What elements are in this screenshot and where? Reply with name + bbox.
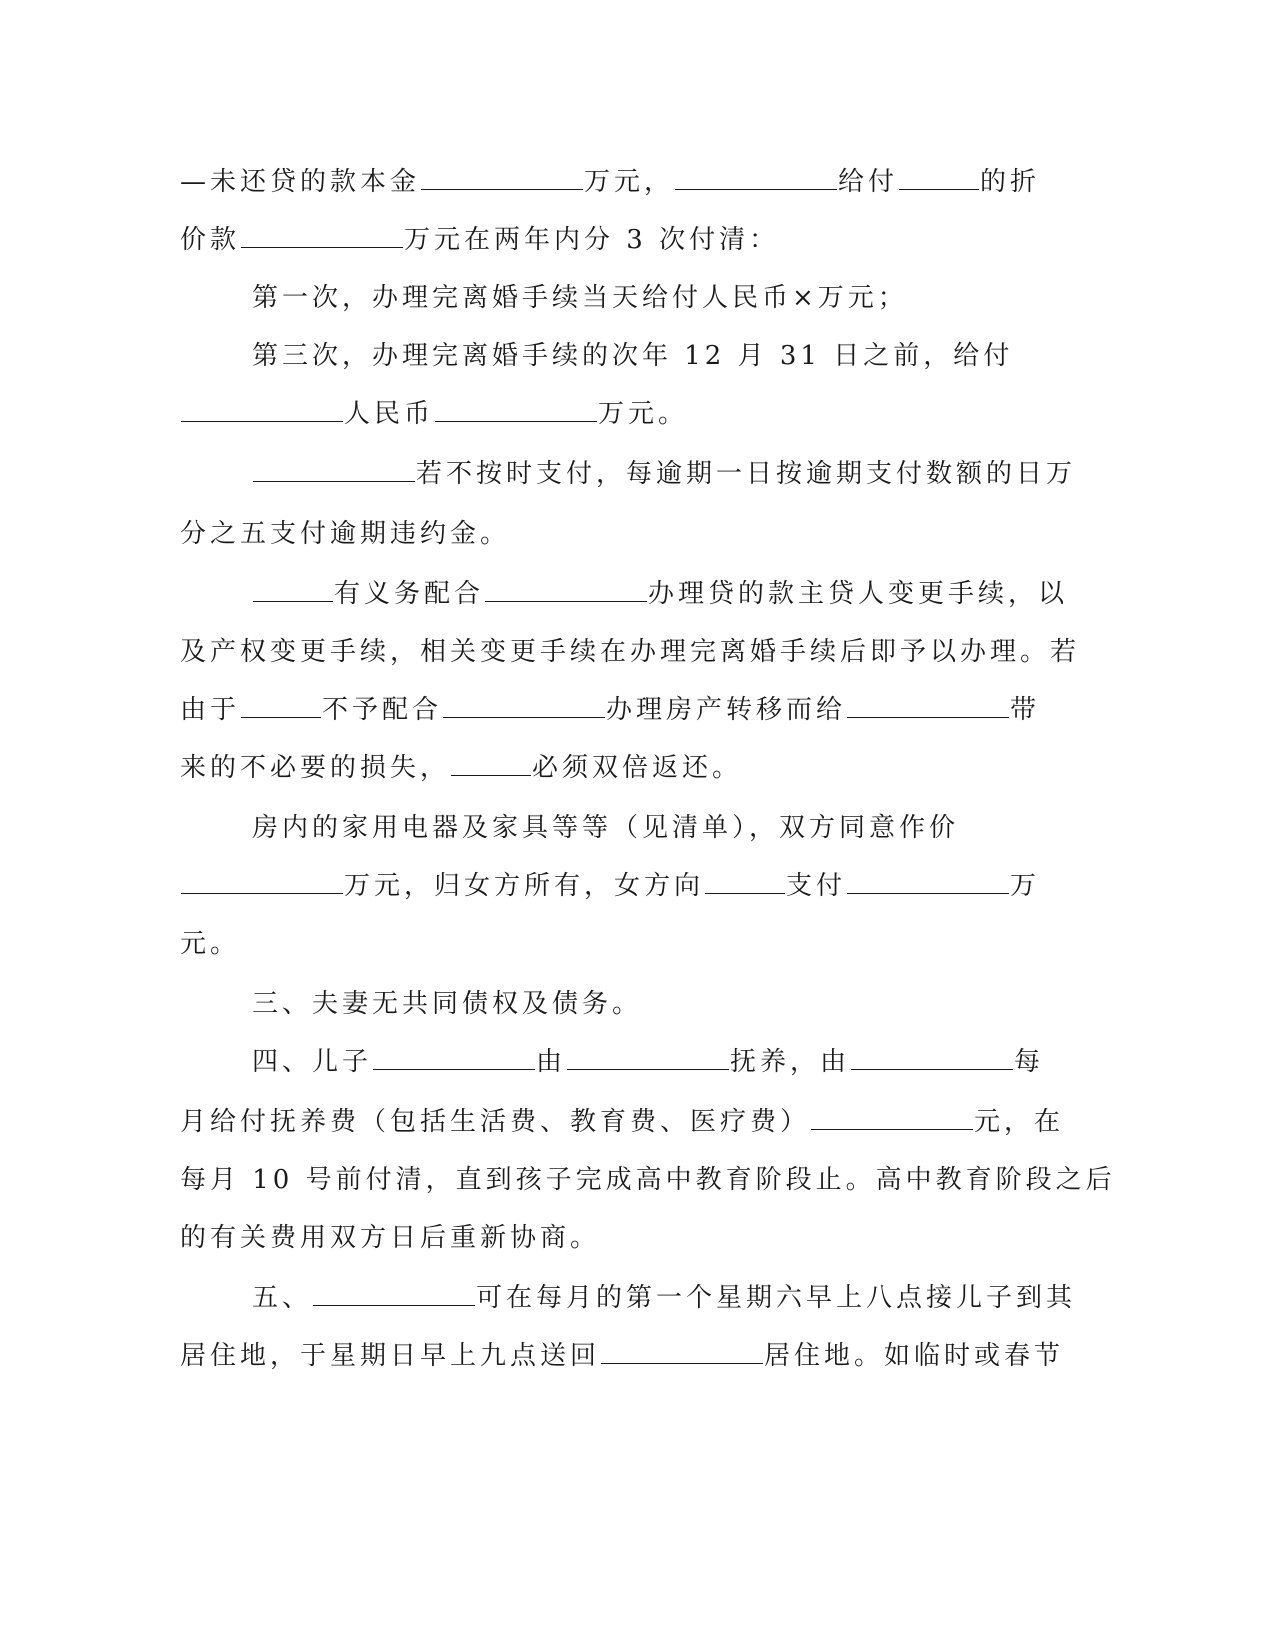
fill-blank (253, 457, 415, 482)
text-line-5 (180, 396, 688, 432)
text-segment: 万元， (584, 167, 675, 197)
text-segment: 元，在 (974, 1107, 1065, 1137)
text-line-6 (252, 456, 1076, 492)
fill-blank (601, 1339, 763, 1364)
text-segment: 万元，归女方所有，女方向 (344, 871, 705, 901)
text-segment: 月给付抚养费（包括生活费、教育费、医疗费） (180, 1107, 811, 1137)
text-segment: 带 (1010, 695, 1041, 725)
text-segment: 万元。 (598, 399, 689, 429)
fill-blank (851, 1045, 1013, 1070)
text-segment: 三、夫妻无共同债权及债务。 (252, 989, 643, 1019)
text-segment: 房内的家用电器及家具等等（见清单），双方同意作价 (252, 813, 960, 843)
text-line-7 (180, 516, 510, 552)
fill-blank (443, 693, 605, 718)
text-segment: 的有关费用双方日后重新协商。 (180, 1223, 601, 1253)
text-segment: 四、儿子 (252, 1047, 373, 1077)
text-line-11 (180, 750, 742, 786)
fill-blank (451, 751, 531, 776)
text-line-20 (252, 1280, 1076, 1316)
fill-blank (485, 577, 647, 602)
text-line-17 (180, 1104, 1064, 1140)
text-line-19 (180, 1220, 600, 1256)
text-line-13 (180, 868, 1040, 904)
text-segment: 可在每月的第一个星期六早上八点接儿子到其 (476, 1283, 1077, 1313)
fill-blank (847, 693, 1009, 718)
text-line-14 (180, 926, 240, 962)
text-line-8 (252, 576, 1068, 612)
text-segment: 第一次，办理完离婚手续当天给付人民币×万元； (252, 283, 908, 313)
text-line-18 (180, 1162, 1116, 1198)
fill-blank (181, 869, 343, 894)
text-segment: 五、 (252, 1283, 313, 1313)
text-segment: 抚养，由 (730, 1047, 851, 1077)
text-segment: 及产权变更手续，相关变更手续在办理完离婚手续后即予以办理。若 (180, 637, 1081, 667)
text-segment: 分之五支付逾期违约金。 (180, 519, 511, 549)
text-segment: 办理房产转移而给 (606, 695, 847, 725)
text-segment: 来的不必要的损失， (180, 753, 451, 783)
text-segment: 有义务配合 (334, 579, 485, 609)
fill-blank (675, 165, 837, 190)
fill-blank (435, 397, 597, 422)
text-segment: 每月 10 号前付清，直到孩子完成高中教育阶段止。高中教育阶段之后 (180, 1165, 1116, 1195)
text-line-12 (252, 810, 959, 846)
text-segment: 支付 (786, 871, 847, 901)
text-segment: 若不按时支付，每逾期一日按逾期支付数额的日万 (416, 459, 1077, 489)
fill-blank (811, 1105, 973, 1130)
text-segment: 价款 (180, 225, 241, 255)
text-segment: 的折 (980, 167, 1041, 197)
text-line-4 (252, 338, 1013, 374)
fill-blank (705, 869, 785, 894)
text-segment: 居住地。如临时或春节 (764, 1341, 1065, 1371)
fill-blank (313, 1281, 475, 1306)
text-segment: 由 (536, 1047, 567, 1077)
text-line-15 (252, 986, 642, 1022)
fill-blank (899, 165, 979, 190)
fill-blank (241, 223, 403, 248)
text-segment: 由于 (180, 695, 241, 725)
fill-blank (847, 869, 1009, 894)
text-segment: 给付 (838, 167, 899, 197)
fill-blank (567, 1045, 729, 1070)
text-segment: 元。 (180, 929, 241, 959)
fill-blank (373, 1045, 535, 1070)
text-line-2 (180, 222, 779, 258)
text-segment: 居住地，于星期日早上九点送回 (180, 1341, 601, 1371)
text-line-10 (180, 692, 1040, 728)
text-segment: 每 (1014, 1047, 1045, 1077)
text-segment: 必须双倍返还。 (532, 753, 743, 783)
text-segment: 办理贷的款主贷人变更手续，以 (648, 579, 1069, 609)
text-line-1 (180, 164, 1040, 200)
text-segment: 万 (1010, 871, 1041, 901)
text-line-9 (180, 634, 1080, 670)
text-segment: 人民币 (344, 399, 435, 429)
fill-blank (253, 577, 333, 602)
text-segment: 第三次，办理完离婚手续的次年 12 月 31 日之前，给付 (252, 341, 1014, 371)
fill-blank (421, 165, 583, 190)
text-line-3 (252, 280, 908, 316)
text-segment: 不予配合 (322, 695, 443, 725)
text-segment: —未还贷的款本金 (180, 167, 421, 197)
text-line-21 (180, 1338, 1064, 1374)
text-segment: 万元在两年内分 3 次付清： (404, 225, 780, 255)
text-line-16 (252, 1044, 1044, 1080)
fill-blank (181, 397, 343, 422)
fill-blank (241, 693, 321, 718)
